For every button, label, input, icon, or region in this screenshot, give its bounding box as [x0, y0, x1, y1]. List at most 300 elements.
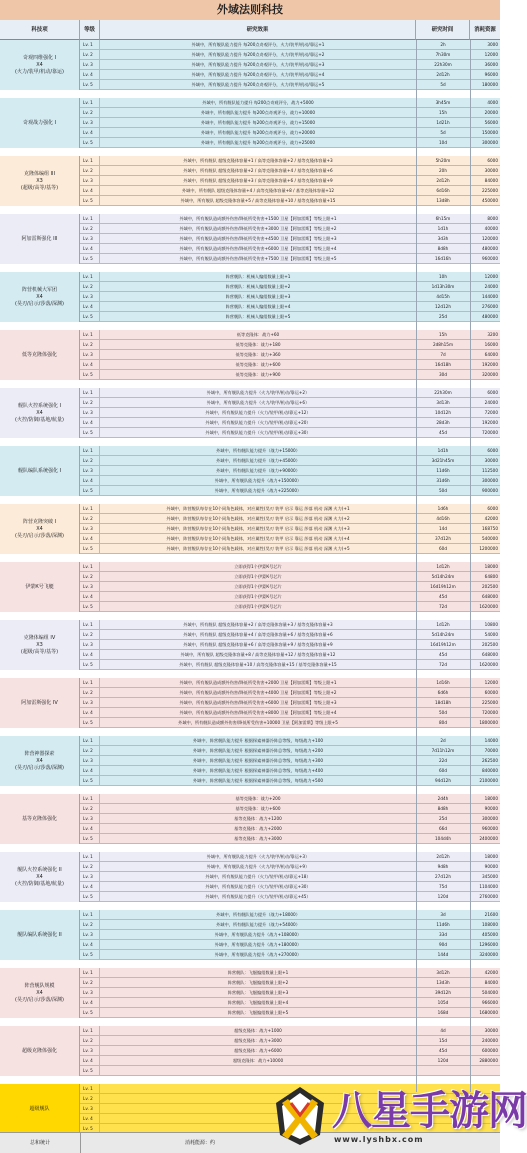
cost-cell: 30000 [484, 458, 498, 463]
cost-cell: 1620000 [479, 662, 498, 667]
time-cell: 1d13h30m [431, 284, 455, 289]
tech-group-name: 舰队编队系统强化 I [0, 446, 80, 496]
table-row [80, 794, 500, 804]
level-cell: Lv. 1 [80, 794, 100, 803]
table-row [80, 756, 500, 766]
cost-cell: 4000 [487, 100, 498, 105]
tech-group [0, 620, 500, 670]
table-row [80, 940, 500, 950]
cost-cell: 405000 [482, 932, 498, 937]
level-cell: Lv. 1 [80, 910, 100, 919]
level-cell: Lv. 2 [80, 1094, 100, 1103]
table-row [80, 360, 500, 370]
effect-cell: 外域中，所有舰队能力提升 每200点奇观评分，火力/装甲/机动/靠运+4 [191, 72, 325, 77]
level-cell: Lv. 2 [80, 282, 100, 291]
tech-group-name: 阿加雷斯强化 III [0, 214, 80, 264]
cost-cell: 6000 [487, 448, 498, 453]
level-cell: Lv. 3 [80, 756, 100, 765]
tech-group-name: 克隆体编组 III X3 (超级/高等/基等) [0, 156, 80, 206]
level-cell: Lv. 4 [80, 418, 100, 427]
table-row [80, 872, 500, 882]
level-cell: Lv. 1 [80, 446, 100, 455]
time-cell: 1d12h [436, 622, 450, 627]
level-cell: Lv. 5 [80, 834, 100, 843]
time-cell: 2d12h [436, 72, 450, 77]
level-cell: Lv. 5 [80, 80, 100, 89]
time-cell: 80d [439, 720, 447, 725]
effect-cell: 基等克隆体：战力+2000 [234, 826, 282, 831]
effect-cell: 外域中，所有舰队造成额外伤害/降低所受伤害+4000 卫星【阿加雷斯】等级上限+2 [179, 690, 337, 695]
level-cell: Lv. 1 [80, 620, 100, 629]
tech-group-name: 阵营克隆突破 I X4 (昊刃/启示/莎落/深渊) [0, 504, 80, 554]
cost-cell: 720000 [482, 430, 498, 435]
summary-text: 消耗能源：约 [185, 1140, 216, 1146]
level-cell: Lv. 3 [80, 814, 100, 823]
tech-group-name: 超级舰队 [0, 1084, 80, 1134]
tech-group [0, 504, 500, 554]
time-cell: 2d8h15m [432, 342, 454, 347]
time-cell: 2d4h [437, 796, 449, 801]
time-cell: 4d15h [436, 294, 450, 299]
effect-cell: 基等克隆体：战力+600 [235, 806, 281, 811]
effect-cell: 超级克隆体：战力+3000 [234, 1038, 282, 1043]
time-cell: 25d [439, 314, 447, 319]
cost-cell: 2760000 [479, 894, 498, 899]
table-row [80, 398, 500, 408]
effect-cell: 外域中，所有舰队 超级克隆体容量+1 / 高等克隆体容量+2 / 基等克隆体容量+3 [183, 158, 333, 163]
time-cell: 12d12h [435, 304, 451, 309]
cost-cell: 64800 [484, 574, 498, 579]
header-level: 等级 [80, 20, 100, 40]
table-row [80, 620, 500, 630]
effect-cell: 外域中，所有舰队能力提升 每200点奇观评分，战力+15000 [200, 120, 316, 125]
effect-cell: 阵营舰队：飞艇编组数量上限+5 [227, 1010, 289, 1015]
effect-cell: 外域中，阵营舰队每存在10个同角色载体，对应属性(昊刃 装甲 启示 靠运 莎落 机动 深渊 火力)+1 [166, 506, 350, 511]
tech-group [0, 214, 500, 264]
table-row [80, 688, 500, 698]
cost-cell: 24000 [484, 284, 498, 289]
cost-cell: 54000 [484, 632, 498, 637]
level-cell: Lv. 5 [80, 660, 100, 669]
cost-cell: 108000 [482, 922, 498, 927]
effect-cell: 低等克隆体：战力+900 [235, 372, 281, 377]
time-cell: 20h [439, 168, 447, 173]
table-row [80, 98, 500, 108]
table-row [80, 196, 500, 206]
cost-cell: 20000 [484, 110, 498, 115]
time-cell: 4d [440, 1028, 446, 1033]
level-cell: Lv. 5 [80, 428, 100, 437]
table-row [80, 852, 500, 862]
effect-cell: 外域中，阵营舰队每存在10个同角色载体，对应属性(昊刃 装甲 启示 靠运 莎落 机动 深渊 火力)+4 [166, 536, 350, 541]
level-cell: Lv. 2 [80, 1036, 100, 1045]
cost-cell: 168750 [482, 526, 498, 531]
level-cell: Lv. 5 [80, 312, 100, 321]
level-cell: Lv. 1 [80, 1084, 100, 1093]
effect-cell: 外域中，所有舰队 超级克隆体容量+2 / 高等克隆体容量+4 / 基等克隆体容量+6 [183, 168, 333, 173]
time-cell: 66d [439, 826, 447, 831]
table-row [80, 272, 500, 282]
effect-cell: 外域中，所有舰队能力提升（火力/装甲/机动/靠运+12） [205, 410, 311, 415]
cost-cell: 648000 [482, 594, 498, 599]
cost-cell: 24000 [484, 400, 498, 405]
level-cell: Lv. 2 [80, 514, 100, 523]
effect-cell: 外域中，所有舰队能力提升 每200点奇观评分，火力/装甲/机动/靠运+3 [191, 62, 325, 67]
table-row [80, 224, 500, 234]
time-cell: 5d [440, 82, 446, 87]
level-cell: Lv. 5 [80, 254, 100, 263]
cost-cell: 84000 [484, 178, 498, 183]
effect-cell: 外域中，所有舰队能力提升（战力+15000） [216, 448, 300, 453]
level-cell: Lv. 5 [80, 950, 100, 959]
cost-cell: 600000 [482, 1048, 498, 1053]
level-cell: Lv. 1 [80, 736, 100, 745]
level-cell: Lv. 2 [80, 978, 100, 987]
table-row [80, 582, 500, 592]
table-row [80, 1056, 500, 1066]
effect-cell: 低等克隆体：战力+180 [235, 342, 281, 347]
level-cell: Lv. 2 [80, 804, 100, 813]
cost-cell: 2100000 [479, 778, 498, 783]
summary-label: 总和统计 [0, 1133, 81, 1153]
cost-cell: 96000 [484, 72, 498, 77]
time-cell: 1d1h [437, 226, 449, 231]
level-cell: Lv. 4 [80, 882, 100, 891]
cost-cell: 72000 [484, 410, 498, 415]
tech-group-name: 阵营舰队规模 X4 (昊刃/启示/莎落/深渊) [0, 968, 80, 1018]
table-row [80, 766, 500, 776]
level-cell: Lv. 3 [80, 292, 100, 301]
time-cell: 37d12h [435, 536, 451, 541]
cost-cell: 14000 [484, 738, 498, 743]
cost-cell [470, 1066, 500, 1075]
table-row [80, 514, 500, 524]
level-cell: Lv. 3 [80, 118, 100, 127]
tech-group-name: 舰队编队系统强化 II [0, 910, 80, 960]
cost-cell: 70000 [484, 748, 498, 753]
level-cell: Lv. 5 [80, 138, 100, 147]
table-row [80, 418, 500, 428]
time-cell: 27d12h [435, 874, 451, 879]
time-cell: 45d [439, 652, 447, 657]
time-cell: 7d [440, 352, 446, 357]
cost-cell: 12000 [484, 680, 498, 685]
cost-cell: 90000 [484, 806, 498, 811]
cost-cell: 960000 [482, 826, 498, 831]
time-cell: 25d [439, 816, 447, 821]
tech-group [0, 272, 500, 322]
level-cell: Lv. 3 [80, 1046, 100, 1055]
tech-group [0, 968, 500, 1018]
tech-group-name: 奇观战力强化 I [0, 98, 80, 148]
time-cell [416, 1066, 470, 1075]
effect-cell: 外域中，阵营舰队每存在10个同角色载体，对应属性(昊刃 装甲 启示 靠运 莎落 机动 深渊 火力)+2 [166, 516, 350, 521]
cost-cell: 12000 [484, 52, 498, 57]
table-row [80, 630, 500, 640]
effect-cell: 外域中，所有舰队能力提升（战力+270000） [214, 952, 302, 957]
tech-group [0, 852, 500, 902]
table-row [80, 456, 500, 466]
level-cell: Lv. 1 [80, 330, 100, 339]
cost-cell: 3200 [487, 332, 498, 337]
level-cell: Lv. 5 [80, 196, 100, 205]
cost-cell: 320000 [482, 372, 498, 377]
cost-cell: 345000 [482, 874, 498, 879]
cost-cell: 21600 [484, 912, 498, 917]
tech-group [0, 562, 500, 612]
level-cell: Lv. 1 [80, 852, 100, 861]
cost-cell: 1104000 [479, 884, 498, 889]
level-cell: Lv. 4 [80, 186, 100, 195]
time-cell: 3h45m [435, 100, 451, 105]
level-cell: Lv. 4 [80, 998, 100, 1007]
effect-cell: 外域中，所有舰队能力提升（战力+180000） [214, 942, 302, 947]
effect-cell: 低等克隆体：战力+60 [236, 332, 280, 337]
effect-cell: 外域中，阵营舰队能力提升 根据探索神器冷阵总等级，每级战力+400 [192, 768, 324, 773]
column-divider [416, 40, 417, 1092]
time-cell: 72d [439, 662, 447, 667]
time-cell: 28d3h [436, 420, 450, 425]
tech-group [0, 446, 500, 496]
level-cell: Lv. 2 [80, 862, 100, 871]
level-cell: Lv. 5 [80, 718, 100, 727]
effect-cell: 外域中，所有舰队能力提升（火力/装甲/机动/靠运+3） [206, 854, 310, 859]
time-cell: 8d8h [437, 806, 449, 811]
time-cell: 7d11h12m [431, 748, 455, 753]
table-row [80, 504, 500, 514]
cost-cell: 3240000 [479, 952, 498, 957]
table-row [80, 736, 500, 746]
time-cell: 15d [439, 1038, 447, 1043]
level-cell: Lv. 1 [80, 504, 100, 513]
effect-cell: 外域中，阵营舰队能力提升 根据探索神器冷阵总等级，每级战力+100 [192, 738, 324, 743]
level-cell: Lv. 4 [80, 302, 100, 311]
time-cell: 6d16h [436, 188, 450, 193]
level-cell: Lv. 4 [80, 70, 100, 79]
effect-cell: 外域中，所有舰队 超级克隆体容量+4 / 高等克隆体容量+6 / 基等克隆体容量+6 [183, 632, 333, 637]
time-cell: 18d18h [435, 700, 451, 705]
table-row [80, 446, 500, 456]
cost-cell: 540000 [482, 536, 498, 541]
cost-cell: 10800 [484, 622, 498, 627]
header-name: 科技项 [0, 20, 80, 40]
time-cell: 1d21h [436, 120, 450, 125]
effect-cell: 外域中，阵营舰队能力提升 根据探索神器冷阵总等级，每级战力+300 [192, 758, 324, 763]
cost-cell: 840000 [482, 768, 498, 773]
table-row [80, 1026, 500, 1036]
tech-group [0, 1026, 500, 1076]
effect-cell: 外域中，所有舰队能力提升（火力/装甲/机动/靠运+2） [206, 390, 310, 395]
table-row [80, 640, 500, 650]
table-row [80, 486, 500, 496]
effect-cell: 外域中，所有舰队能力提升（火力/装甲/机动/靠运+45） [205, 894, 311, 899]
time-cell: 105d [437, 1000, 449, 1005]
cost-cell: 202500 [482, 642, 498, 647]
cost-cell: 262500 [482, 758, 498, 763]
level-cell: Lv. 4 [80, 940, 100, 949]
level-cell: Lv. 2 [80, 920, 100, 929]
cost-cell: 504000 [482, 990, 498, 995]
cost-cell: 480000 [482, 314, 498, 319]
table-row [80, 534, 500, 544]
tech-group [0, 40, 500, 90]
level-cell: Lv. 4 [80, 360, 100, 369]
table-row [80, 968, 500, 978]
level-cell: Lv. 1 [80, 388, 100, 397]
time-cell: 10h [439, 274, 447, 279]
level-cell: Lv. 3 [80, 466, 100, 475]
time-cell: 5d [440, 130, 446, 135]
time-cell: 5d14h24m [431, 574, 455, 579]
effect-cell: 低等克隆体：战力+360 [235, 352, 281, 357]
effect-cell: 阵营舰队：机械人编组数量上限+4 [225, 304, 291, 309]
table-row [80, 708, 500, 718]
effect-cell: 外域中，所有舰队造成额外伤害/降低所受伤害+6000 卫星【阿加雷斯】等级上限+3 [179, 700, 337, 705]
effect-cell: 外域中，所有舰队造成额外伤害/降低所受伤害+1500 卫星【阿加雷斯】等级上限+1 [179, 216, 337, 221]
time-cell: 15h [439, 110, 447, 115]
cost-cell: 276000 [482, 304, 498, 309]
time-cell: 120d [437, 1058, 449, 1063]
time-cell: 1d6h [437, 506, 449, 511]
effect-cell: 外域中，阵营舰队每存在10个同角色载体，对应属性(昊刃 装甲 启示 靠运 莎落 机动 深渊 火力)+5 [166, 546, 350, 551]
level-cell: Lv. 3 [80, 60, 100, 69]
time-cell: 60d [439, 768, 447, 773]
tech-group [0, 910, 500, 960]
cost-cell: 6000 [487, 390, 498, 395]
time-cell: 16d19h12m [430, 584, 456, 589]
table-row [80, 814, 500, 824]
effect-cell: 阵营舰队：飞艇编组数量上限+3 [227, 990, 289, 995]
level-cell: Lv. 2 [80, 50, 100, 59]
tech-group [0, 330, 500, 380]
time-cell: 2d12h [436, 854, 450, 859]
table-row [80, 70, 500, 80]
cost-cell: 225000 [482, 188, 498, 193]
time-cell: 1d12h [436, 564, 450, 569]
effect-cell: 基等克隆体：战力+200 [235, 796, 281, 801]
table-row [80, 50, 500, 60]
cost-cell: 300000 [482, 140, 498, 145]
level-cell: Lv. 3 [80, 988, 100, 997]
time-cell: 16d18h [435, 362, 451, 367]
table-row [80, 698, 500, 708]
effect-cell: 外域中，所有舰队能力提升（战力+225000） [214, 488, 302, 493]
time-cell: 72d [439, 604, 447, 609]
table-row [80, 524, 500, 534]
table-row [80, 370, 500, 380]
cost-cell: 12000 [484, 274, 498, 279]
effect-cell: 外域中，所有舰队能力提升 每200点奇观评分，战力+10000 [200, 110, 316, 115]
effect-cell: 外域中，所有舰队能力提升（战力+18000） [216, 912, 300, 917]
level-cell: Lv. 5 [80, 602, 100, 611]
tech-group [0, 98, 500, 148]
cost-cell: 648000 [482, 652, 498, 657]
table-row [80, 350, 500, 360]
time-cell: 8d8h [437, 246, 449, 251]
header-effect: 研究效果 [100, 20, 416, 40]
time-cell: 7h30m [435, 52, 451, 57]
effect-cell: 立即获得1个伊蒙К号芯片 [234, 564, 282, 569]
table-row [80, 156, 500, 166]
table-row [80, 950, 500, 960]
time-cell: 11d6h [436, 922, 450, 927]
cost-cell: 30000 [484, 1028, 498, 1033]
time-cell: 11d6h [436, 468, 450, 473]
table-row [80, 930, 500, 940]
time-cell: 31d6h [436, 478, 450, 483]
level-cell: Lv. 3 [80, 872, 100, 881]
effect-cell: 阵营舰队：飞艇编组数量上限+4 [227, 1000, 289, 1005]
level-cell: Lv. 3 [80, 1104, 100, 1113]
table-row [80, 544, 500, 554]
cost-cell: 42000 [484, 970, 498, 975]
time-cell: 1d16h [436, 680, 450, 685]
table-row [80, 1066, 500, 1076]
table-row [80, 650, 500, 660]
time-cell: 45d [439, 1048, 447, 1053]
table-row [80, 746, 500, 756]
effect-cell: 超级克隆体：战力+1000 [234, 1028, 282, 1033]
effect-cell: 外域中，所有舰队能力提升 每200点奇观评分，火力/装甲/机动/靠运+5 [191, 82, 325, 87]
effect-cell: 外域中，所有舰队 超级克隆体容量+8 / 高等克隆体容量+12 / 基等克隆体容量+12 [180, 652, 336, 657]
table-row [80, 592, 500, 602]
effect-cell [100, 1066, 416, 1075]
cost-cell: 112500 [482, 468, 498, 473]
tech-group-name: 奇观四维强化 I X4 (火力/装甲/机动/靠运) [0, 40, 80, 90]
table-row [80, 678, 500, 688]
level-cell: Lv. 3 [80, 698, 100, 707]
cost-cell: 40000 [484, 226, 498, 231]
time-cell: 50d [439, 710, 447, 715]
level-cell: Lv. 1 [80, 214, 100, 223]
tech-group [0, 156, 500, 206]
effect-cell: 外域中，所有舰队能力提升（火力/装甲/机动/靠运+18） [205, 874, 311, 879]
table-row [80, 40, 500, 50]
level-cell: Lv. 5 [80, 486, 100, 495]
effect-cell: 外域中，所有舰队造成额外伤害/降低所受伤害+7500 卫星【阿加雷斯】等级上限+5 [179, 256, 337, 261]
cost-cell: 2400000 [479, 836, 498, 841]
effect-cell: 外域中，所有舰队能力提升（火力/装甲/机动/靠运+30） [205, 430, 311, 435]
level-cell: Lv. 2 [80, 340, 100, 349]
cost-cell: 60000 [484, 690, 498, 695]
cost-cell: 960000 [482, 256, 498, 261]
cost-cell: 1620000 [479, 604, 498, 609]
table-row [80, 978, 500, 988]
cost-cell: 300000 [482, 816, 498, 821]
cost-cell: 1296000 [479, 942, 498, 947]
level-cell: Lv. 3 [80, 524, 100, 533]
cost-cell: 966000 [482, 1000, 498, 1005]
cost-cell: 6000 [487, 158, 498, 163]
level-cell: Lv. 2 [80, 456, 100, 465]
time-cell: 2d12h [436, 178, 450, 183]
level-cell: Lv. 5 [80, 1124, 100, 1133]
tech-group-name: 舰队火控系统强化 I X4 (火控/防御/基地/航量) [0, 388, 80, 438]
tech-group [0, 388, 500, 438]
table-row [80, 80, 500, 90]
effect-cell: 外域中，所有舰队造成额外伤害/降低所受伤害+3000 卫星【阿加雷斯】等级上限+2 [179, 226, 337, 231]
table-row [80, 128, 500, 138]
effect-cell: 立即获得1个伊蒙К号芯片 [234, 594, 282, 599]
cost-cell: 180000 [482, 82, 498, 87]
table-row [80, 476, 500, 486]
level-cell: Lv. 3 [80, 930, 100, 939]
cost-cell: 202500 [482, 584, 498, 589]
time-cell: 2h [440, 42, 446, 47]
level-cell: Lv. 4 [80, 592, 100, 601]
cost-cell: 56000 [484, 120, 498, 125]
cost-cell: 480000 [482, 246, 498, 251]
